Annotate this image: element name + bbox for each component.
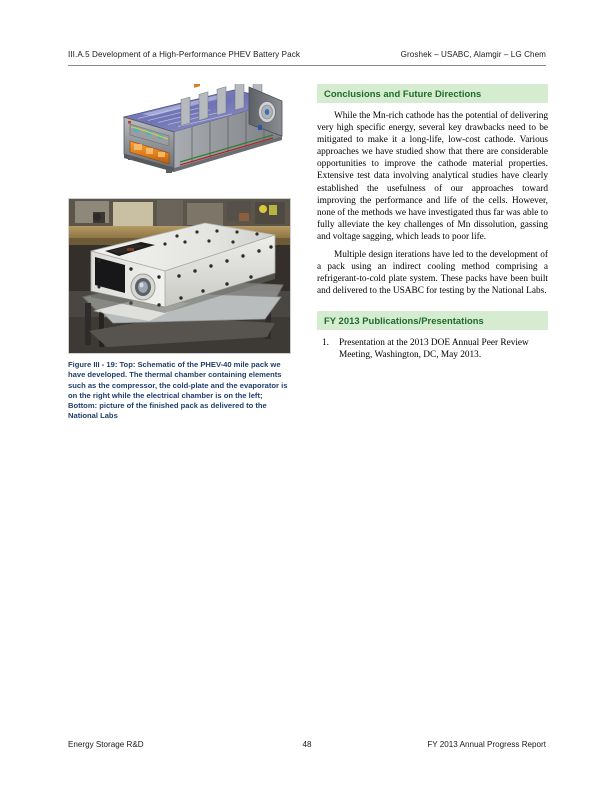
- running-header-right: Groshek – USABC, Alamgir – LG Chem: [400, 50, 546, 59]
- right-column: [317, 84, 548, 362]
- section-heading-publications-label: FY 2013 Publications/Presentations: [324, 315, 484, 327]
- figure-pack-photo: [68, 198, 291, 354]
- conclusions-paragraph-2: Multiple design iterations have led to the development of a pack using an indirect cooling method comprising a refrigerant-to-cold plate system. These packs have been built and delivered to the USABC for testing by the National Labs.: [317, 250, 548, 297]
- section-heading-publications: [317, 311, 548, 330]
- list-item-number: 1.: [322, 338, 329, 349]
- section-heading-conclusions: [317, 84, 548, 103]
- header-rule: [68, 65, 546, 66]
- footer-left: Energy Storage R&D: [68, 740, 144, 749]
- footer-right: FY 2013 Annual Progress Report: [427, 740, 546, 749]
- page-number: 48: [302, 740, 312, 749]
- left-column: [68, 84, 292, 422]
- list-item-text: Presentation at the 2013 DOE Annual Peer Review Meeting, Washington, DC, May 2013.: [339, 338, 529, 360]
- running-header: [68, 50, 546, 59]
- conclusions-paragraph-1: While the Mn-rich cathode has the potential of delivering very high specific energy, several key drawbacks need to be mitigated to make it a long-life, low-cost cathode. Various approaches we have studied show that there are considerable opportunities to improve the cathode material properties. Extensive test data involving analytical studies have clearly established the usefulness of our approaches toward improving the performance and life of the cells. However, none of the methods we have investigated thus far was able to fully alleviate the key challenges of Mn dissolution, gassing and voltage sagging, which leads to poor life.: [317, 111, 548, 242]
- figure-cad-schematic: [68, 84, 292, 196]
- publications-list: [317, 338, 548, 361]
- section-heading-conclusions-label: Conclusions and Future Directions: [324, 88, 482, 99]
- list-item: [317, 338, 548, 361]
- figure-caption: Figure III - 19: Top: Schematic of the PHEV-40 mile pack we have developed. The thermal chamber containing elements such as the compressor, the cold-plate and the evaporator is on the right while the electrical chamber is on the left; Bottom: picture of the finished pack as delivered to the National Labs: [68, 360, 288, 421]
- running-header-left: III.A.5 Development of a High-Performance PHEV Battery Pack: [68, 50, 300, 59]
